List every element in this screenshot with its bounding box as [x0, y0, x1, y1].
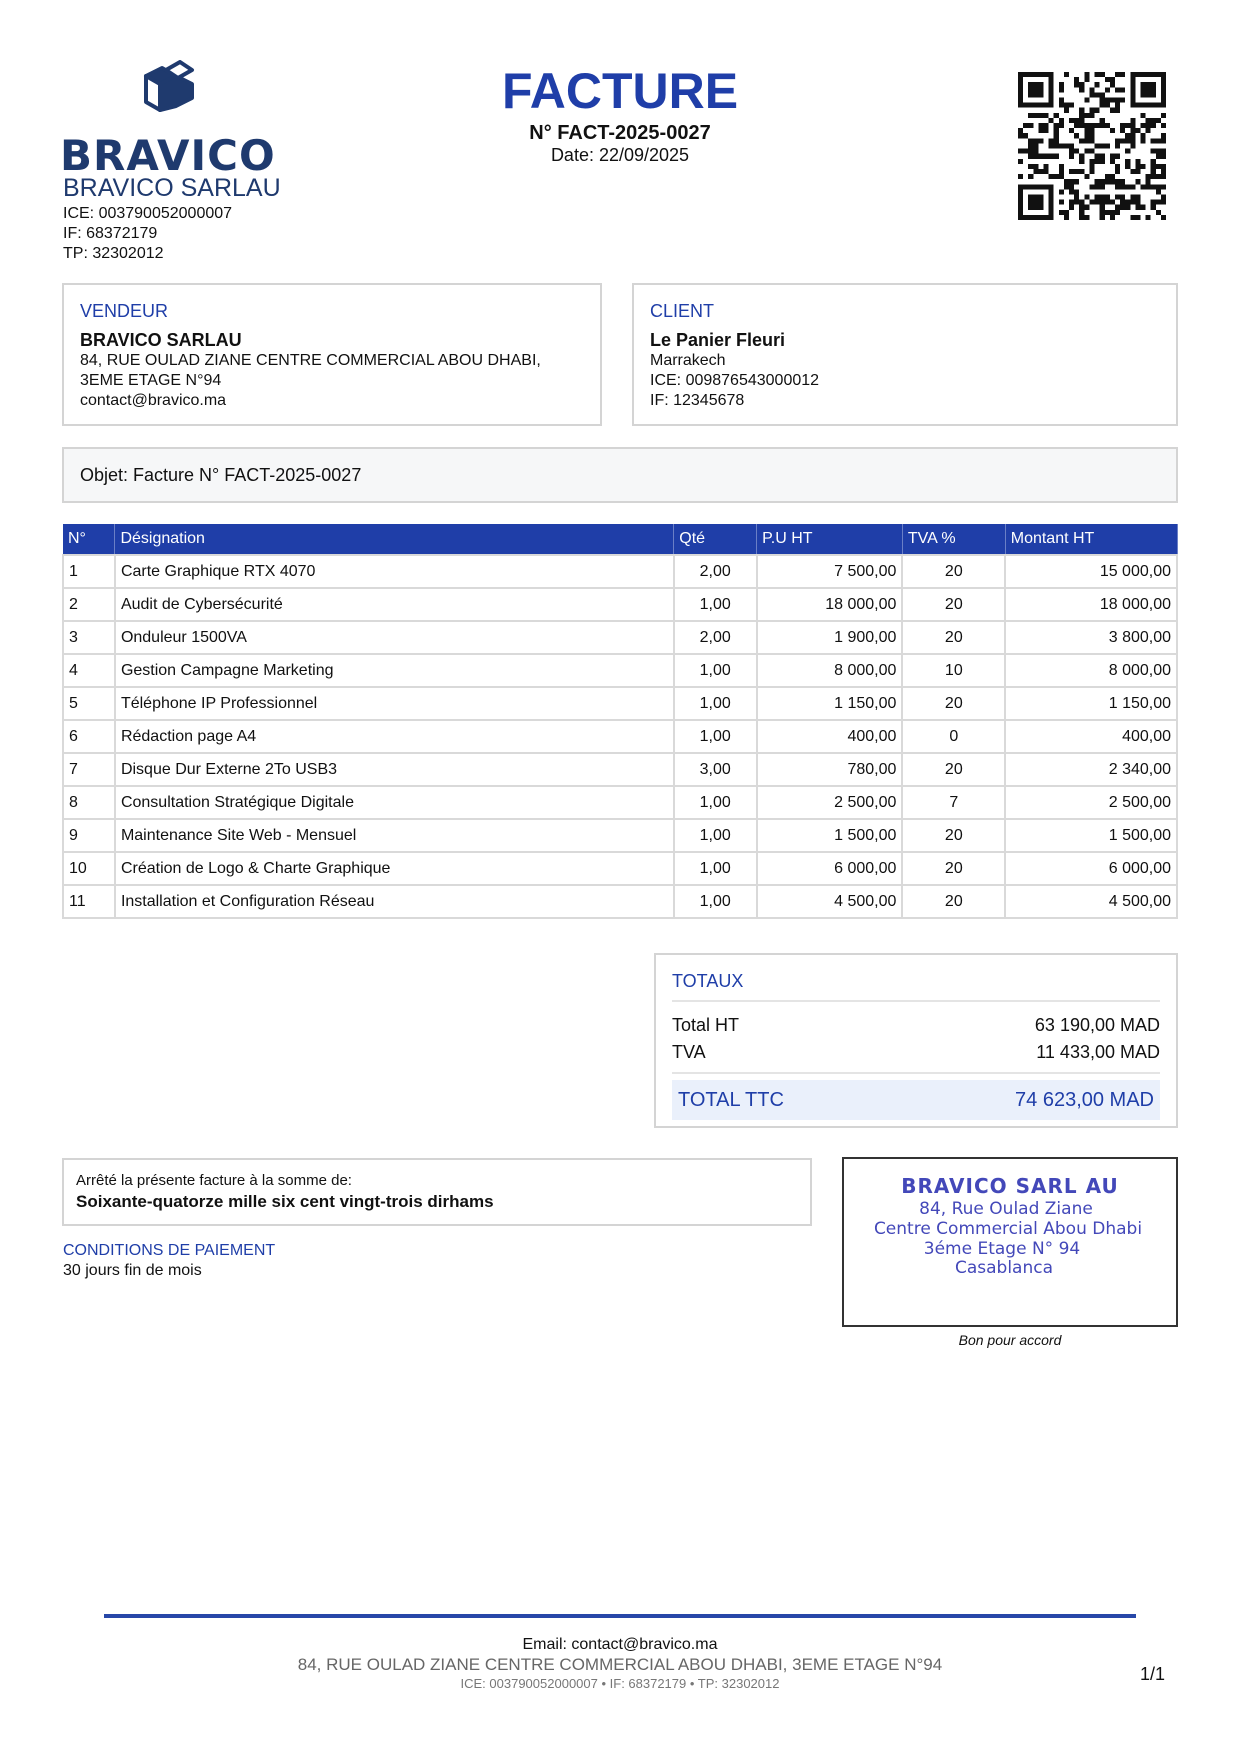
cell-qty: 1,00: [674, 819, 757, 852]
cell-amount: 6 000,00: [1005, 852, 1177, 885]
cell-num: 4: [63, 654, 115, 687]
table-row: [63, 588, 1177, 621]
stamp-line-4: 3éme Etage N° 94: [923, 1239, 1081, 1259]
header-unit-price: P.U HT: [757, 524, 903, 555]
client-label: CLIENT: [650, 301, 715, 321]
items-table: [62, 524, 1178, 919]
cell-unit-price: 780,00: [757, 753, 903, 786]
cell-amount: 2 340,00: [1005, 753, 1177, 786]
amount-words: Soixante-quatorze mille six cent vingt-trois dirhams: [76, 1192, 494, 1211]
invoice-subject: Objet: Facture N° FACT-2025-0027: [62, 447, 1178, 503]
cell-unit-price: 400,00: [757, 720, 903, 753]
header-vat: TVA %: [902, 524, 1005, 555]
cell-vat: 20: [902, 885, 1005, 918]
table-row: [63, 621, 1177, 654]
cell-unit-price: 6 000,00: [757, 852, 903, 885]
cell-qty: 1,00: [674, 852, 757, 885]
client-city: Marrakech: [650, 352, 726, 369]
payment-conditions-label: CONDITIONS DE PAIEMENT: [63, 1242, 276, 1259]
cell-num: 5: [63, 687, 115, 720]
cell-qty: 1,00: [674, 654, 757, 687]
cell-designation: Disque Dur Externe 2To USB3: [115, 753, 674, 786]
seller-address-1: 84, RUE OULAD ZIANE CENTRE COMMERCIAL ABOU DHABI,: [80, 352, 541, 369]
client-if: IF: 12345678: [650, 392, 745, 409]
cell-unit-price: 8 000,00: [757, 654, 903, 687]
cell-vat: 10: [902, 654, 1005, 687]
stamp-line-5: Casablanca: [954, 1258, 1054, 1278]
cell-qty: 1,00: [674, 588, 757, 621]
approval-caption: Bon pour accord: [958, 1332, 1062, 1348]
cell-amount: 18 000,00: [1005, 588, 1177, 621]
company-ice: ICE: 003790052000007: [63, 205, 233, 222]
cell-amount: 3 800,00: [1005, 621, 1177, 654]
cell-unit-price: 1 150,00: [757, 687, 903, 720]
seller-box: [62, 283, 602, 426]
cell-vat: 7: [902, 786, 1005, 819]
invoice-number: N° FACT-2025-0027: [529, 122, 711, 144]
cell-vat: 20: [902, 753, 1005, 786]
table-row: [63, 555, 1177, 588]
company-logo: [60, 60, 275, 180]
header-qty: Qté: [674, 524, 757, 555]
total-ht-label: Total HT: [672, 1015, 740, 1035]
cell-num: 8: [63, 786, 115, 819]
cell-qty: 1,00: [674, 687, 757, 720]
cell-unit-price: 4 500,00: [757, 885, 903, 918]
table-row: [63, 720, 1177, 753]
cell-vat: 20: [902, 852, 1005, 885]
cell-designation: Téléphone IP Professionnel: [115, 687, 674, 720]
company-tp: TP: 32302012: [63, 245, 164, 262]
cell-num: 3: [63, 621, 115, 654]
total-tva-label: TVA: [672, 1042, 706, 1062]
total-ttc-row: [672, 1072, 1160, 1120]
table-row: [63, 687, 1177, 720]
cell-amount: 400,00: [1005, 720, 1177, 753]
cell-num: 7: [63, 753, 115, 786]
company-ids: [63, 204, 232, 264]
cell-vat: 20: [902, 621, 1005, 654]
cell-designation: Maintenance Site Web - Mensuel: [115, 819, 674, 852]
cell-unit-price: 2 500,00: [757, 786, 903, 819]
cell-qty: 3,00: [674, 753, 757, 786]
header-num: N°: [63, 524, 115, 555]
company-name: BRAVICO SARLAU: [63, 174, 281, 202]
cell-qty: 2,00: [674, 621, 757, 654]
header-amount: Montant HT: [1005, 524, 1177, 555]
cell-designation: Onduleur 1500VA: [115, 621, 674, 654]
footer-address: 84, RUE OULAD ZIANE CENTRE COMMERCIAL ABOU DHABI, 3EME ETAGE N°94: [297, 1655, 943, 1674]
cell-amount: 1 500,00: [1005, 819, 1177, 852]
total-tva-row: [672, 1039, 1160, 1066]
totals-label: TOTAUX: [672, 971, 1160, 1002]
cell-designation: Création de Logo & Charte Graphique: [115, 852, 674, 885]
cell-amount: 1 150,00: [1005, 687, 1177, 720]
cell-designation: Consultation Stratégique Digitale: [115, 786, 674, 819]
amount-in-words-box: [62, 1158, 812, 1226]
table-row: [63, 654, 1177, 687]
amount-words-intro: Arrêté la présente facture à la somme de:: [76, 1172, 352, 1189]
cell-unit-price: 7 500,00: [757, 555, 903, 588]
cell-num: 10: [63, 852, 115, 885]
total-ht-row: [672, 1012, 1160, 1039]
table-row: [63, 885, 1177, 918]
stamp-line-3: Centre Commercial Abou Dhabi: [873, 1219, 1143, 1239]
total-tva-value: 11 433,00 MAD: [1036, 1042, 1160, 1062]
cell-amount: 4 500,00: [1005, 885, 1177, 918]
cell-amount: 2 500,00: [1005, 786, 1177, 819]
seller-address-2: 3EME ETAGE N°94: [80, 372, 222, 389]
seller-label: VENDEUR: [80, 301, 169, 321]
seller-name: BRAVICO SARLAU: [80, 330, 242, 350]
total-ttc-value: 74 623,00 MAD: [1015, 1089, 1154, 1111]
invoice-header: [420, 62, 820, 166]
stamp-line-2: 84, Rue Oulad Ziane: [919, 1199, 1093, 1219]
logo-wordmark: BRAVICO: [60, 131, 276, 180]
cell-num: 11: [63, 885, 115, 918]
cell-designation: Gestion Campagne Marketing: [115, 654, 674, 687]
footer-ids: ICE: 003790052000007 • IF: 68372179 • TP: 32302012: [460, 1676, 780, 1691]
cell-designation: Installation et Configuration Réseau: [115, 885, 674, 918]
company-if: IF: 68372179: [63, 225, 158, 242]
cell-qty: 1,00: [674, 885, 757, 918]
stamp-line-1: BRAVICO SARL AU: [901, 1174, 1119, 1198]
cell-qty: 1,00: [674, 720, 757, 753]
cell-num: 1: [63, 555, 115, 588]
total-ht-value: 63 190,00 MAD: [1034, 1015, 1160, 1035]
cell-vat: 0: [902, 720, 1005, 753]
cell-vat: 20: [902, 588, 1005, 621]
company-stamp: [842, 1157, 1178, 1327]
table-row: [63, 753, 1177, 786]
totals-box: [654, 953, 1178, 1128]
cell-designation: Audit de Cybersécurité: [115, 588, 674, 621]
cell-unit-price: 1 500,00: [757, 819, 903, 852]
client-box: [632, 283, 1178, 426]
cell-designation: Carte Graphique RTX 4070: [115, 555, 674, 588]
cell-qty: 2,00: [674, 555, 757, 588]
cell-amount: 8 000,00: [1005, 654, 1177, 687]
invoice-date: Date: 22/09/2025: [550, 145, 690, 165]
stamp-icon: [844, 1159, 1176, 1325]
seller-email: contact@bravico.ma: [80, 392, 227, 409]
client-name: Le Panier Fleuri: [650, 330, 786, 350]
table-row: [63, 786, 1177, 819]
cell-qty: 1,00: [674, 786, 757, 819]
cell-num: 6: [63, 720, 115, 753]
cell-designation: Rédaction page A4: [115, 720, 674, 753]
footer-email: Email: contact@bravico.ma: [522, 1636, 718, 1653]
footer-divider: [104, 1614, 1136, 1618]
qr-code-icon: [1018, 72, 1166, 220]
cell-unit-price: 18 000,00: [757, 588, 903, 621]
cell-amount: 15 000,00: [1005, 555, 1177, 588]
cell-vat: 20: [902, 819, 1005, 852]
cell-vat: 20: [902, 687, 1005, 720]
payment-conditions-value: 30 jours fin de mois: [63, 1262, 202, 1279]
cell-num: 2: [63, 588, 115, 621]
cube-logo-icon: [60, 60, 275, 120]
table-header-row: [63, 524, 1177, 555]
header-designation: Désignation: [115, 524, 674, 555]
page-number: 1/1: [1140, 1664, 1166, 1684]
table-row: [63, 852, 1177, 885]
invoice-title: FACTURE: [501, 63, 739, 119]
client-ice: ICE: 009876543000012: [650, 372, 820, 389]
cell-unit-price: 1 900,00: [757, 621, 903, 654]
total-ttc-label: TOTAL TTC: [678, 1089, 784, 1111]
cell-num: 9: [63, 819, 115, 852]
cell-vat: 20: [902, 555, 1005, 588]
table-row: [63, 819, 1177, 852]
